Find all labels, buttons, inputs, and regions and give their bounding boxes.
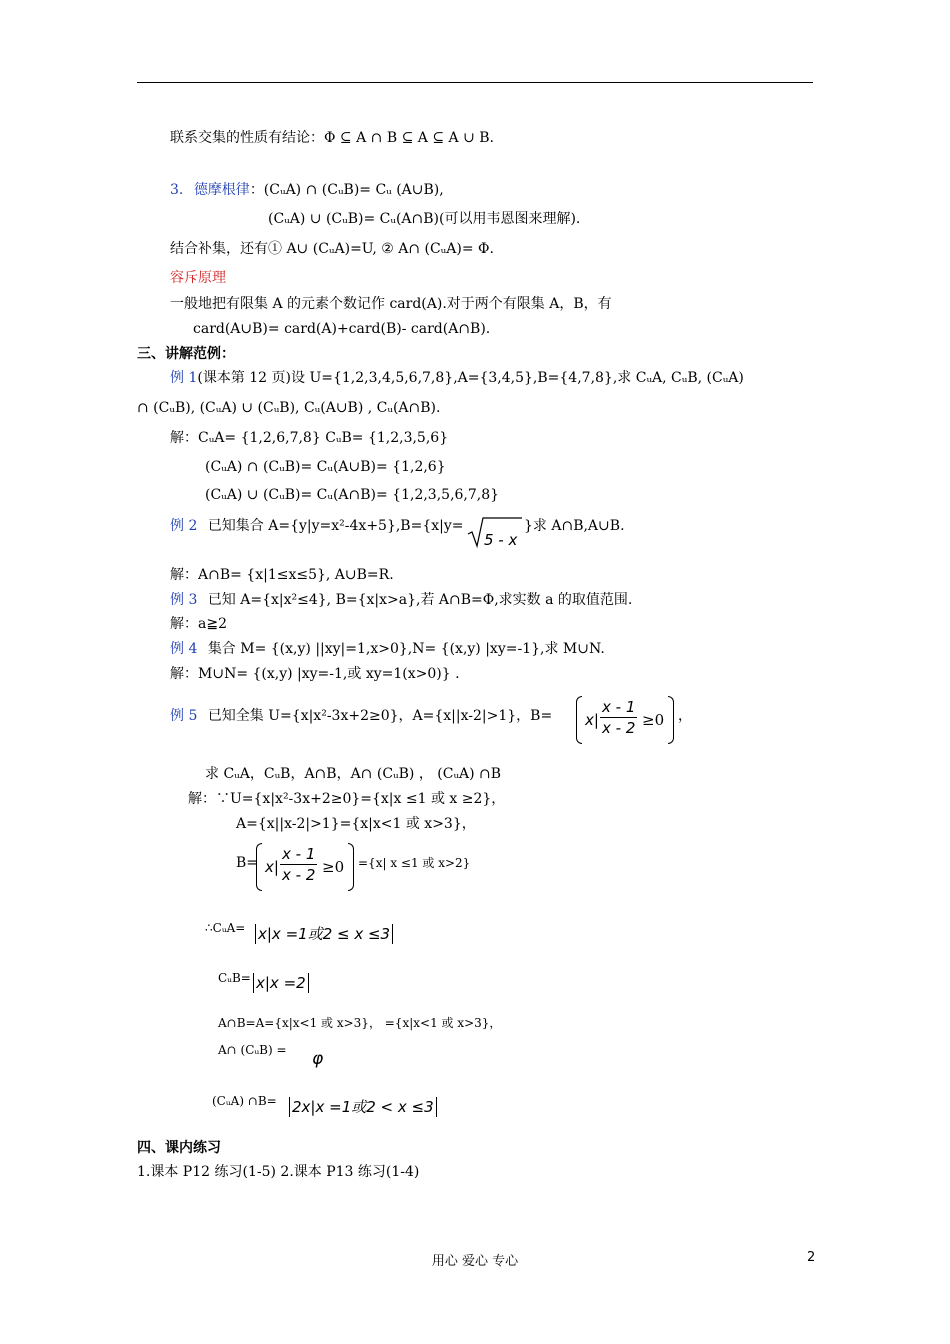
set-brace-right-2 xyxy=(348,843,354,891)
practice-line: 1.课本 P12 练习(1-5) 2.课本 P13 练习(1-4) xyxy=(137,1164,420,1180)
a-and-cub-prefix: A∩ (CᵤB) = xyxy=(218,1043,287,1057)
fraction-2-numerator: x - 1 xyxy=(282,845,316,863)
example-5-solution-1: 解：∵U={x|x²-3x+2≥0}={x|x ≤1 或 x ≥2}， xyxy=(188,791,506,807)
intersection-property: 联系交集的性质有结论：Φ ⊆ A ∩ B ⊆ A ⊆ A ∪ B. xyxy=(170,130,494,146)
example-1-text-2: ∩ (CᵤB), (CᵤA) ∪ (CᵤB), Cᵤ(A∪B) , Cᵤ(A∩B). xyxy=(137,400,441,416)
section-practice: 四、课内练习 xyxy=(137,1140,221,1156)
fraction-2 xyxy=(280,844,317,885)
example-2-text-b: }求 A∩B,A∪B. xyxy=(524,518,625,534)
b-result: ={x| x ≤1 或 x>2} xyxy=(358,856,471,870)
demorgan-line-1 xyxy=(170,180,444,200)
ge-zero-2: ≥0 xyxy=(322,858,345,876)
set-brace-right xyxy=(668,696,674,744)
example-1-solution-2: (CᵤA) ∩ (CᵤB)= Cᵤ(A∪B)= {1,2,6} xyxy=(205,459,446,475)
cua-prefix: ∴CᵤA= xyxy=(205,921,246,935)
fraction xyxy=(600,697,637,738)
example-2 xyxy=(170,516,464,536)
example-3-solution: 解：a≧2 xyxy=(170,616,227,632)
a-and-b: A∩B=A={x|x<1 或 x>3}， ={x|x<1 或 x>3}， xyxy=(218,1016,502,1030)
ge-zero: ≥0 xyxy=(642,711,665,729)
header-rule xyxy=(137,82,813,83)
example-4-solution: 解：M∪N= {(x,y) |xy=-1,或 xy=1(x>0)} . xyxy=(170,666,460,682)
section-examples: 三、讲解范例： xyxy=(137,346,235,362)
cua-and-b-prefix: (CᵤA) ∩B= xyxy=(212,1094,277,1108)
incl-excl-line-1: 一般地把有限集 A 的元素个数记作 card(A).对于两个有限集 A，B，有 xyxy=(170,296,612,312)
example-4-label: 例 4 xyxy=(170,641,198,657)
page-number: 2 xyxy=(807,1250,816,1265)
set-brace-left xyxy=(576,696,582,744)
example-5 xyxy=(170,706,552,726)
demorgan-title: 德摩根律 xyxy=(193,182,250,198)
fraction-2-denominator: x - 2 xyxy=(282,866,316,884)
cua-and-b-set: 2x|x =1或2 < x ≤3 xyxy=(289,1097,437,1117)
set-brace-left-2 xyxy=(256,843,262,891)
footer-motto: 用心 爱心 专心 xyxy=(431,1254,519,1269)
cub-prefix: CᵤB= xyxy=(218,971,251,985)
example-5-text: 已知全集 U={x|x²-3x+2≥0}，A={x||x-2|>1}，B= xyxy=(207,708,553,724)
set-var-2: x| xyxy=(265,858,279,876)
cua-set: x|x =1或2 ≤ x ≤3 xyxy=(255,924,393,944)
complement-line: 结合补集，还有① A∪ (CᵤA)=U, ② A∩ (CᵤA)= Φ. xyxy=(170,241,494,257)
b-prefix: B= xyxy=(236,855,259,871)
example-4 xyxy=(170,639,605,659)
example-4-text: 集合 M= {(x,y) ||xy|=1,x>0},N= {(x,y) |xy=-1},求 M∪N. xyxy=(207,641,605,657)
example-5-label: 例 5 xyxy=(170,708,198,724)
demorgan-formula-1: ：(CᵤA) ∩ (CᵤB)= Cᵤ (A∪B), xyxy=(249,182,444,198)
set-var: x| xyxy=(585,711,599,729)
incl-excl-title: 容斥原理 xyxy=(170,270,226,286)
cub-set: x|x =2 xyxy=(253,973,309,993)
comma: ， xyxy=(678,708,692,724)
sqrt-radicand: 5 - x xyxy=(484,531,518,549)
example-2-solution: 解：A∩B= {x|1≤x≤5}, A∪B=R. xyxy=(170,567,394,583)
example-3-label: 例 3 xyxy=(170,592,198,608)
example-5-solution-2: A={x||x-2|>1}={x|x<1 或 x>3}， xyxy=(236,816,476,832)
example-1-text: (课本第 12 页)设 U={1,2,3,4,5,6,7,8},A={3,4,5},B={4,7,8},求 CᵤA, CᵤB, (CᵤA) xyxy=(197,370,744,386)
example-1-label: 例 1 xyxy=(170,370,198,386)
empty-set-symbol: φ xyxy=(312,1049,324,1069)
example-1-solution-1: 解：CᵤA= {1,2,6,7,8} CᵤB= {1,2,3,5,6} xyxy=(170,430,449,446)
incl-excl-line-2: card(A∪B)= card(A)+card(B)- card(A∩B). xyxy=(193,321,491,337)
example-5-question: 求 CᵤA，CᵤB，A∩B，A∩ (CᵤB) ， (CᵤA) ∩B xyxy=(205,766,502,782)
fraction-numerator: x - 1 xyxy=(602,698,636,716)
demorgan-line-2: (CᵤA) ∪ (CᵤB)= Cᵤ(A∩B)(可以用韦恩图来理解). xyxy=(268,211,581,227)
example-2-text-a: 已知集合 A={y|y=x²-4x+5},B={x|y= xyxy=(207,518,464,534)
demorgan-number: 3. xyxy=(170,182,184,198)
fraction-denominator: x - 2 xyxy=(602,719,636,737)
example-2-label: 例 2 xyxy=(170,518,198,534)
example-1 xyxy=(170,368,744,388)
example-3-text: 已知 A={x|x²≤4}, B={x|x>a},若 A∩B=Φ,求实数 a 的取值范围. xyxy=(207,592,633,608)
example-3 xyxy=(170,590,632,610)
example-1-solution-3: (CᵤA) ∪ (CᵤB)= Cᵤ(A∩B)= {1,2,3,5,6,7,8} xyxy=(205,487,500,503)
